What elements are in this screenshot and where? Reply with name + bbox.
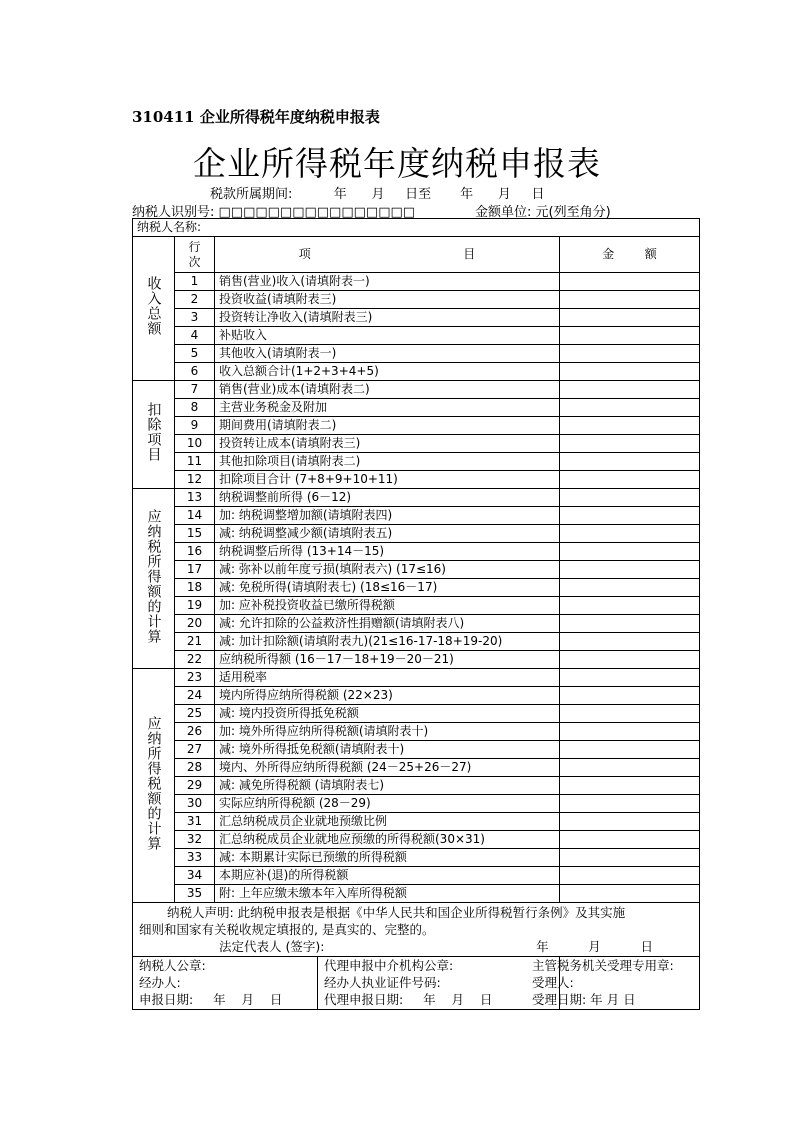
header-item: 项 目 [215,237,560,273]
table-row [133,741,700,759]
row-number: 2 [175,291,215,309]
row-item: 投资收益(请填附表三) [215,291,560,309]
table-row [133,525,700,543]
row-item: 适用税率 [215,669,560,687]
row-number: 25 [175,705,215,723]
row-number: 5 [175,345,215,363]
row-item: 减: 免税所得(请填附表七) (18≤16－17) [215,579,560,597]
authority-seal-box[interactable]: 主管税务机关受理专用章: 受理人: 受理日期: 年 月 日 [560,957,700,1010]
amount-cell[interactable] [560,615,700,633]
taxpayer-id: 纳税人识别号: □□□□□□□□□□□□□□□□ [132,205,416,220]
amount-cell[interactable] [560,687,700,705]
table-row [133,795,700,813]
header-amount: 金 额 [560,237,700,273]
row-item: 减: 境外所得抵免税额(请填附表十) [215,741,560,759]
amount-cell[interactable] [560,759,700,777]
declaration-line1: 纳税人声明: 此纳税申报表是根据《中华人民共和国企业所得税暂行条例》及其实施 [167,905,626,920]
amount-cell[interactable] [560,345,700,363]
row-item: 其他收入(请填附表一) [215,345,560,363]
amount-cell[interactable] [560,885,700,903]
amount-cell[interactable] [560,273,700,291]
signature-label[interactable]: 法定代表人 (签字): [219,939,325,954]
amount-cell[interactable] [560,741,700,759]
row-item: 纳税调整后所得 (13+14－15) [215,543,560,561]
table-row [133,633,700,651]
row-item: 减: 纳税调整减少额(请填附表五) [215,525,560,543]
row-number: 17 [175,561,215,579]
amount-cell[interactable] [560,435,700,453]
amount-cell[interactable] [560,381,700,399]
table-row [133,885,700,903]
taxpayer-name-row[interactable]: 纳税人名称: [133,219,700,237]
amount-unit: 金额单位: 元(列至角分) [475,205,611,220]
row-item: 投资转让成本(请填附表三) [215,435,560,453]
row-number: 12 [175,471,215,489]
row-number: 18 [175,579,215,597]
table-row [133,345,700,363]
table-row [133,273,700,291]
table-row [133,669,700,687]
row-item: 附: 上年应缴未缴本年入库所得税额 [215,885,560,903]
row-number: 22 [175,651,215,669]
row-item: 销售(营业)成本(请填附表二) [215,381,560,399]
footer-left [133,957,560,1010]
amount-cell[interactable] [560,453,700,471]
amount-cell[interactable] [560,831,700,849]
row-number: 31 [175,813,215,831]
row-item: 收入总额合计(1+2+3+4+5) [215,363,560,381]
amount-cell[interactable] [560,543,700,561]
table-row [133,327,700,345]
table-row [133,831,700,849]
amount-cell[interactable] [560,507,700,525]
row-number: 26 [175,723,215,741]
row-number: 29 [175,777,215,795]
header-row-number: 行 次 [175,237,215,273]
amount-cell[interactable] [560,813,700,831]
row-item: 减: 减免所得税额 (请填附表七) [215,777,560,795]
row-item: 减: 允许扣除的公益救济性捐赠额(请填附表八) [215,615,560,633]
category-label: 应纳所得税额的计算 [133,669,175,903]
table-row [133,849,700,867]
amount-cell[interactable] [560,489,700,507]
amount-cell[interactable] [560,597,700,615]
amount-cell[interactable] [560,777,700,795]
row-number: 23 [175,669,215,687]
row-item: 减: 境内投资所得抵免税额 [215,705,560,723]
table-row [133,543,700,561]
amount-cell[interactable] [560,705,700,723]
row-item: 扣除项目合计 (7+8+9+10+11) [215,471,560,489]
table-row [133,777,700,795]
row-item: 补贴收入 [215,327,560,345]
row-number: 30 [175,795,215,813]
amount-cell[interactable] [560,309,700,327]
row-item: 加: 纳税调整增加额(请填附表四) [215,507,560,525]
row-item: 境内所得应纳所得税额 (22×23) [215,687,560,705]
amount-cell[interactable] [560,849,700,867]
row-number: 27 [175,741,215,759]
row-item: 本期应补(退)的所得税额 [215,867,560,885]
table-row [133,597,700,615]
amount-cell[interactable] [560,651,700,669]
table-row [133,687,700,705]
declaration-line2: 细则和国家有关税收规定填报的, 是真实的、完整的。 [139,922,435,937]
row-number: 24 [175,687,215,705]
amount-cell[interactable] [560,633,700,651]
row-item: 加: 应补税投资收益已缴所得税额 [215,597,560,615]
page-title: 企业所得税年度纳税申报表 [193,144,601,183]
row-number: 14 [175,507,215,525]
table-row [133,453,700,471]
table-row [133,291,700,309]
row-number: 28 [175,759,215,777]
declaration [133,903,700,957]
row-item: 汇总纳税成员企业就地预缴比例 [215,813,560,831]
table-row [133,615,700,633]
amount-cell[interactable] [560,399,700,417]
amount-cell[interactable] [560,525,700,543]
row-item: 境内、外所得应纳所得税额 (24－25+26－27) [215,759,560,777]
row-item: 减: 加计扣除额(请填附表九)(21≤16-17-18+19-20) [215,633,560,651]
taxpayer-seal-box[interactable]: 纳税人公章: 经办人: 申报日期: 年 月 日 [133,957,318,1009]
amount-cell[interactable] [560,867,700,885]
table-row [133,471,700,489]
table-row [133,363,700,381]
row-item: 投资转让净收入(请填附表三) [215,309,560,327]
row-number: 32 [175,831,215,849]
row-number: 4 [175,327,215,345]
table-row [133,561,700,579]
amount-cell[interactable] [560,669,700,687]
table-row [133,507,700,525]
row-item: 其他扣除项目(请填附表二) [215,453,560,471]
row-number: 7 [175,381,215,399]
table-row [133,723,700,741]
table-row [133,399,700,417]
table-row [133,813,700,831]
row-item: 纳税调整前所得 (6－12) [215,489,560,507]
table-row [133,309,700,327]
amount-cell[interactable] [560,417,700,435]
row-number: 20 [175,615,215,633]
form-code: 310411 企业所得税年度纳税申报表 [132,108,380,126]
row-number: 10 [175,435,215,453]
amount-cell[interactable] [560,291,700,309]
row-item: 销售(营业)收入(请填附表一) [215,273,560,291]
row-number: 11 [175,453,215,471]
row-item: 应纳税所得额 (16－17－18+19－20－21) [215,651,560,669]
amount-cell[interactable] [560,723,700,741]
agent-seal-box[interactable]: 代理申报中介机构公章: 经办人执业证件号码: 代理申报日期: 年 月 日 [324,958,493,1007]
row-number: 35 [175,885,215,903]
table-row [133,435,700,453]
row-number: 13 [175,489,215,507]
row-number: 16 [175,543,215,561]
amount-cell[interactable] [560,471,700,489]
signature-date: 年 月 日 [536,939,654,954]
amount-cell[interactable] [560,363,700,381]
category-label: 应纳税所得额的计算 [133,489,175,669]
amount-cell[interactable] [560,327,700,345]
row-item: 主营业务税金及附加 [215,399,560,417]
category-label: 扣除项目 [133,381,175,489]
row-number: 3 [175,309,215,327]
row-number: 9 [175,417,215,435]
row-item: 期间费用(请填附表二) [215,417,560,435]
row-item: 减: 弥补以前年度亏损(填附表六) (17≤16) [215,561,560,579]
row-item: 加: 境外所得应纳所得税额(请填附表十) [215,723,560,741]
row-number: 15 [175,525,215,543]
row-number: 8 [175,399,215,417]
row-number: 19 [175,597,215,615]
table-row [133,417,700,435]
table-row [133,579,700,597]
row-item: 实际应纳所得税额 (28－29) [215,795,560,813]
amount-cell[interactable] [560,795,700,813]
table-row [133,489,700,507]
table-row [133,867,700,885]
table-row [133,381,700,399]
category-income: 收入总额 [133,237,175,381]
tax-return-table [132,218,700,1010]
row-number: 34 [175,867,215,885]
row-number: 33 [175,849,215,867]
row-item: 减: 本期累计实际已预缴的所得税额 [215,849,560,867]
amount-cell[interactable] [560,579,700,597]
table-row [133,705,700,723]
row-number: 21 [175,633,215,651]
table-row [133,759,700,777]
row-number: 1 [175,273,215,291]
amount-cell[interactable] [560,561,700,579]
tax-period: 税款所属期间: 年 月 日至 年 月 日 [210,187,545,202]
row-number: 6 [175,363,215,381]
row-item: 汇总纳税成员企业就地应预缴的所得税额(30×31) [215,831,560,849]
table-row [133,651,700,669]
